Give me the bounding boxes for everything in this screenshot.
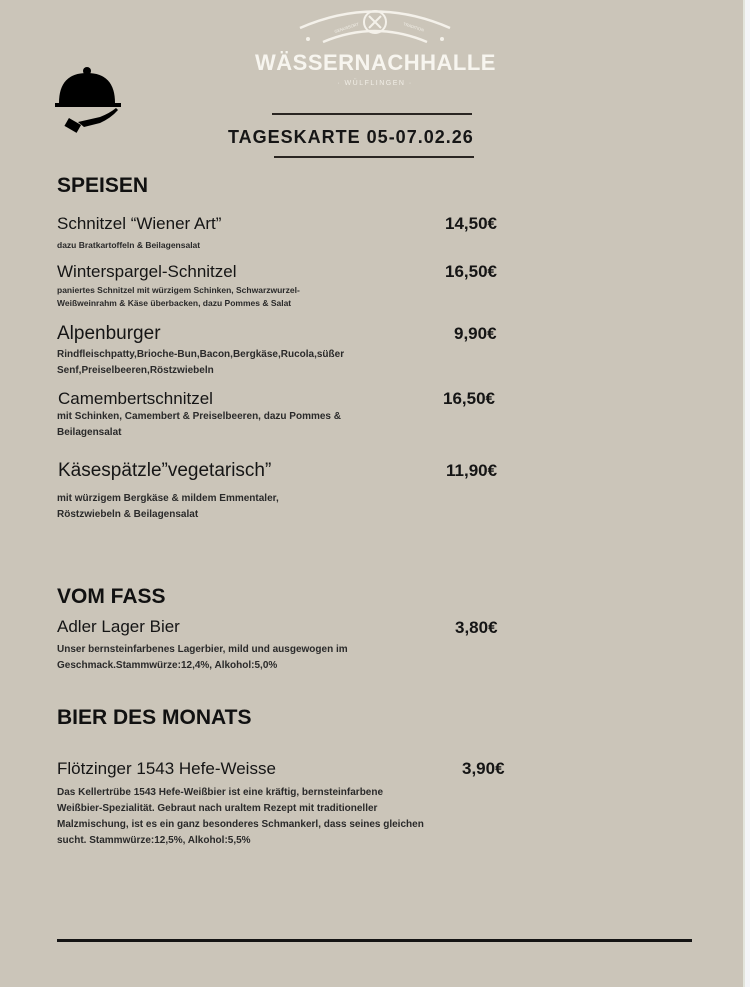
svg-text:TRADITION: TRADITION — [402, 21, 425, 33]
menu-item-price: 16,50€ — [445, 262, 497, 281]
menu-item-description: Rindfleischpatty,Brioche-Bun,Bacon,Bergkäse,Rucola,süßer Senf,Preiselbeeren,Röstzwiebeln — [57, 349, 345, 376]
menu-item-name: Käsespätzle”vegetarisch” — [58, 460, 272, 481]
menu-item-name: Alpenburger — [57, 323, 161, 344]
menu-item-name: Adler Lager Bier — [57, 617, 180, 636]
menu-item-name: Camembertschnitzel — [58, 389, 213, 408]
menu-item-description: Das Kellertrübe 1543 Hefe-Weißbier ist eine kräftig, bernsteinfarbene Weißbier-Spezialität. Gebraut nach uraltem Rezept mit traditioneller Malzmischung, ist es ein ganz besonderes Schmankerl, dass seines gleichen sucht. Stammwürze:12,5%, Alkohol:5,5% — [57, 787, 424, 846]
logo-arc-emblem — [255, 0, 495, 55]
svg-text:GENUSSORT: GENUSSORT — [333, 21, 360, 34]
menu-item-price: 11,90€ — [446, 461, 498, 480]
footer-divider — [57, 939, 692, 942]
page-title: TAGESKARTE 05-07.02.26 — [228, 127, 474, 147]
logo-name: WÄSSERNACHHALLE — [255, 50, 496, 75]
menu-item-description: paniertes Schnitzel mit würzigem Schinken, Schwarzwurzel- Weißweinrahm & Käse überbacken, dazu Pommes & Salat — [57, 285, 300, 308]
menu-item-name: Winterspargel-Schnitzel — [57, 262, 237, 281]
menu-item-description: Unser bernsteinfarbenes Lagerbier, mild und ausgewogen im Geschmack.Stammwürze:12,4%, Alkohol:5,0% — [57, 644, 348, 671]
menu-item-price: 9,90€ — [454, 324, 497, 343]
menu-item-price: 16,50€ — [443, 389, 495, 408]
logo-subtitle: · WÜLFLINGEN · — [337, 80, 413, 87]
restaurant-logo — [255, 0, 495, 100]
section-heading-bier-des-monats: BIER DES MONATS — [57, 706, 252, 729]
section-heading-vom-fass: VOM FASS — [57, 585, 166, 608]
menu-item-name: Schnitzel “Wiener Art” — [57, 214, 222, 233]
menu-item-price: 14,50€ — [445, 214, 497, 233]
menu-item-description: mit würzigem Bergkäse & mildem Emmentaler, Röstzwiebeln & Beilagensalat — [57, 493, 279, 520]
section-heading-speisen: SPEISEN — [57, 174, 149, 197]
menu-item-description: mit Schinken, Camembert & Preiselbeeren, dazu Pommes & Beilagensalat — [57, 411, 341, 438]
menu-item-description: dazu Bratkartoffeln & Beilagensalat — [57, 240, 201, 250]
menu-item-name: Flötzinger 1543 Hefe-Weisse — [57, 759, 276, 778]
fork-knife-icon — [364, 11, 386, 33]
serving-cloche-hand-icon — [54, 65, 124, 140]
header-top-rule — [272, 113, 472, 115]
menu-item-price: 3,90€ — [462, 759, 505, 778]
header-bottom-rule — [274, 156, 474, 158]
menu-item-price: 3,80€ — [455, 618, 498, 637]
page-edge — [743, 0, 745, 987]
